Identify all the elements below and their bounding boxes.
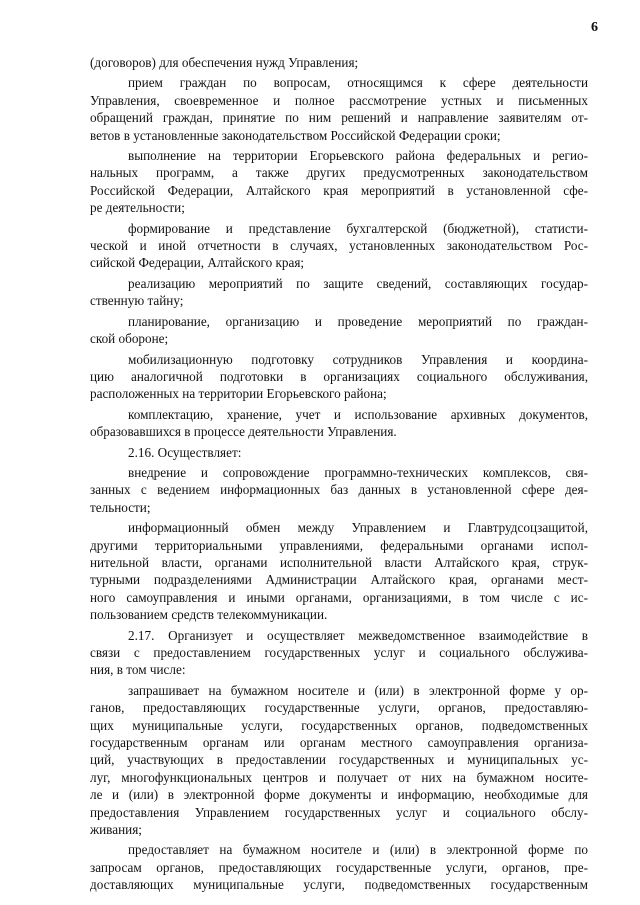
text-line: живания;: [90, 822, 142, 838]
text-line: ного самоуправления и иными органами, организациями, в том числе с ис-: [90, 589, 588, 605]
text-line: щих муниципальные услуги, государственных органов, подведомственных: [90, 717, 588, 733]
text-line: тельности;: [90, 499, 151, 515]
text-line: доставляющих муниципальные услуги, подведомственных государственным: [90, 877, 588, 893]
text-line: предоставляет на бумажном носителе и (или) в электронной форме по: [128, 842, 588, 858]
text-line: запрашивает на бумажном носителе и (или) в электронной форме у ор-: [128, 682, 588, 698]
text-line: комплектацию, хранение, учет и использование архивных документов,: [128, 406, 588, 422]
text-line: ческой и иной отчетности в случаях, установленных законодательством Рос-: [90, 238, 588, 254]
document-body: [90, 54, 588, 897]
text-line: образовавшихся в процессе деятельности Управления.: [90, 424, 397, 440]
page-number: 6: [591, 20, 598, 35]
text-line: 2.16. Осуществляет:: [128, 444, 242, 460]
text-line: связи с предоставлением государственных услуг и социального обслужива-: [90, 645, 588, 660]
paragraph: [90, 220, 588, 272]
text-line: занных с ведением информационных баз данных в установленной сфере дея-: [90, 482, 588, 498]
paragraph: [90, 74, 588, 144]
paragraph: [90, 841, 588, 893]
text-line: цию аналогичной подготовки в организациях социального обслуживания,: [90, 368, 588, 384]
text-line: ле и (или) в электронной форме документы и информацию, необходимые для: [90, 787, 588, 803]
text-line: выполнение на территории Егорьевского района федеральных и регио-: [128, 148, 588, 164]
text-line: ния, в том числе:: [90, 662, 186, 678]
text-line: государственным органам или органам местного самоуправления организа-: [90, 735, 588, 751]
text-line: обращений граждан, принятие по ним решений и направление заявителям от-: [90, 110, 588, 126]
paragraph: [90, 313, 588, 348]
paragraph: [90, 519, 588, 623]
paragraph: [90, 406, 588, 441]
paragraph: [90, 275, 588, 310]
text-line: Российской Федерации, Алтайского края мероприятий в установленной сфе-: [90, 182, 588, 198]
text-line: луг, многофункциональных центров и получает от них на бумажном носите-: [90, 769, 588, 785]
text-line: реализацию мероприятий по защите сведений, составляющих государ-: [128, 275, 588, 291]
text-line: турными подразделениями Администрации Алтайского края, органами мест-: [90, 572, 588, 588]
text-line: другими территориальными управлениями, федеральными органами испол-: [90, 537, 588, 553]
paragraph: [90, 682, 588, 839]
text-line: внедрение и сопровождение программно-технических комплексов, свя-: [128, 464, 588, 480]
paragraph: [90, 54, 588, 71]
paragraph: [90, 444, 588, 461]
text-line: ций, участвующих в предоставлении государственных и муниципальных ус-: [90, 752, 588, 768]
text-line: пользованием средств телекоммуникации.: [90, 607, 328, 623]
text-line: Управления, своевременное и полное рассмотрение устных и письменных: [90, 92, 588, 108]
text-line: ветов в установленные законодательством Российской Федерации сроки;: [90, 127, 501, 143]
text-line: прием граждан по вопросам, относящимся к сфере деятельности: [128, 75, 588, 91]
text-line: мобилизационную подготовку сотрудников Управления и координа-: [128, 351, 588, 367]
text-line: запросам органов, предоставляющих государственные услуги, органов, пре-: [90, 859, 588, 875]
text-line: ственную тайну;: [90, 293, 184, 309]
paragraph: [90, 627, 588, 679]
text-line: (договоров) для обеспечения нужд Управления;: [90, 55, 359, 70]
text-line: планирование, организацию и проведение мероприятий по граждан-: [128, 313, 588, 329]
text-line: ской обороне;: [90, 331, 169, 347]
paragraph: [90, 464, 588, 516]
text-line: 2.17. Организует и осуществляет межведомственное взаимодействие в: [128, 627, 588, 643]
paragraph: [90, 351, 588, 403]
text-line: расположенных на территории Егорьевского района;: [90, 386, 387, 402]
paragraph: [90, 147, 588, 217]
text-line: ре деятельности;: [90, 200, 185, 216]
text-line: нительной власти, органами исполнительной власти Алтайского края, струк-: [90, 554, 588, 570]
text-line: формирование и представление бухгалтерской (бюджетной), статисти-: [128, 220, 588, 236]
text-line: сийской Федерации, Алтайского края;: [90, 255, 305, 271]
text-line: информационный обмен между Управлением и Главтрудсоцзащитой,: [128, 520, 588, 536]
text-line: ганов, предоставляющих государственные услуги, органов, предоставляю-: [90, 700, 588, 716]
text-line: нальных программ, а также других предусмотренных законодательством: [90, 165, 588, 181]
text-line: предоставления Управлением государственных услуг и социального обслу-: [90, 804, 588, 820]
